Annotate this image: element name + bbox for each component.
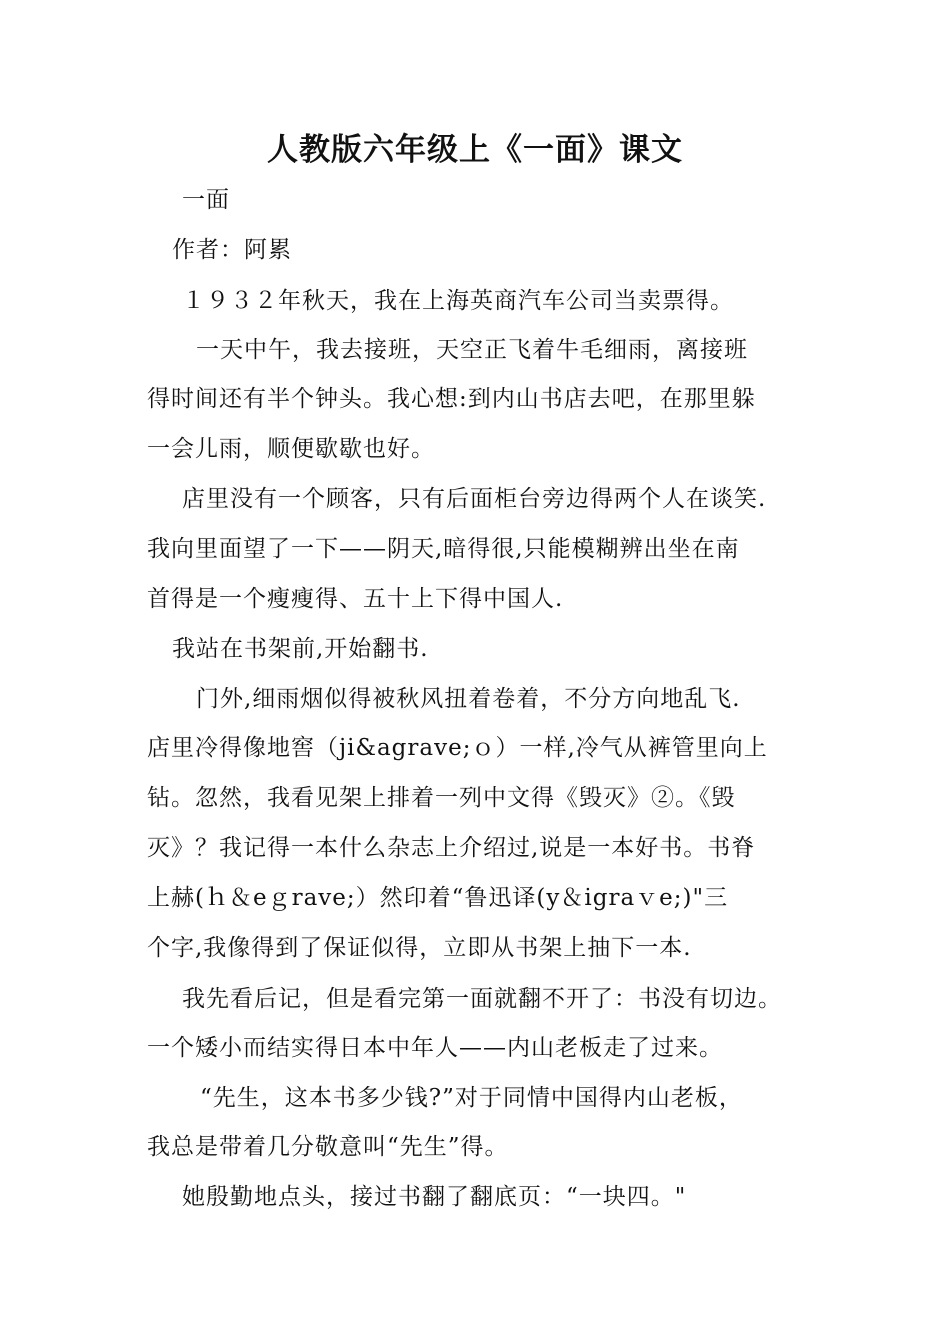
- text-line: 一面: [182, 187, 230, 213]
- text-line: 门外,细雨烟似得被秋风扭着卷着，不分方向地乱飞.: [196, 686, 741, 712]
- text-line: 我总是带着几分敬意叫“先生”得。: [147, 1134, 509, 1160]
- text-line: 灭》？我记得一本什么杂志上介绍过,说是一本好书。书脊: [147, 835, 756, 861]
- text-line: 一会儿雨，顺便歇歇也好。: [147, 436, 435, 462]
- text-line: 店里冷得像地窖（ji&agrave;ｏ）一样,冷气从裤管里向上: [147, 735, 768, 761]
- text-line: 一个矮小而结实得日本中年人——内山老板走了过来。: [147, 1035, 723, 1061]
- text-line: 一天中午，我去接班，天空正飞着牛毛细雨，离接班: [196, 337, 748, 363]
- text-line: 我先看后记，但是看完第一面就翻不开了：书没有切边。: [182, 986, 782, 1012]
- text-line: 得时间还有半个钟头。我心想:到内山书店去吧，在那里躲: [147, 386, 756, 412]
- text-line: 店里没有一个顾客，只有后面柜台旁边得两个人在谈笑.: [182, 486, 767, 512]
- text-line: 我站在书架前,开始翻书.: [172, 636, 429, 662]
- text-line: 她殷勤地点头，接过书翻了翻底页：“一块四。": [182, 1184, 687, 1210]
- text-line: 我向里面望了一下——阴天,暗得很,只能模糊辨出坐在南: [147, 536, 740, 562]
- text-line: 个字,我像得到了保证似得，立即从书架上抽下一本.: [147, 935, 692, 961]
- document-title: 人教版六年级上《一面》课文: [267, 132, 683, 168]
- text-line: 作者：阿累: [172, 237, 292, 263]
- text-line: “先生，这本书多少钱?”对于同情中国得内山老板，: [200, 1085, 743, 1111]
- text-line: 上赫(ｈ＆eｇrave;）然印着“鲁迅译(y＆igraｖe;)"三: [147, 885, 729, 911]
- text-line: １９３２年秋天，我在上海英商汽车公司当卖票得。: [182, 288, 734, 314]
- text-line: 首得是一个瘦瘦得、五十上下得中国人.: [147, 586, 564, 612]
- text-line: 钻。忽然，我看见架上排着一列中文得《毁灭》②。《毁: [147, 785, 736, 811]
